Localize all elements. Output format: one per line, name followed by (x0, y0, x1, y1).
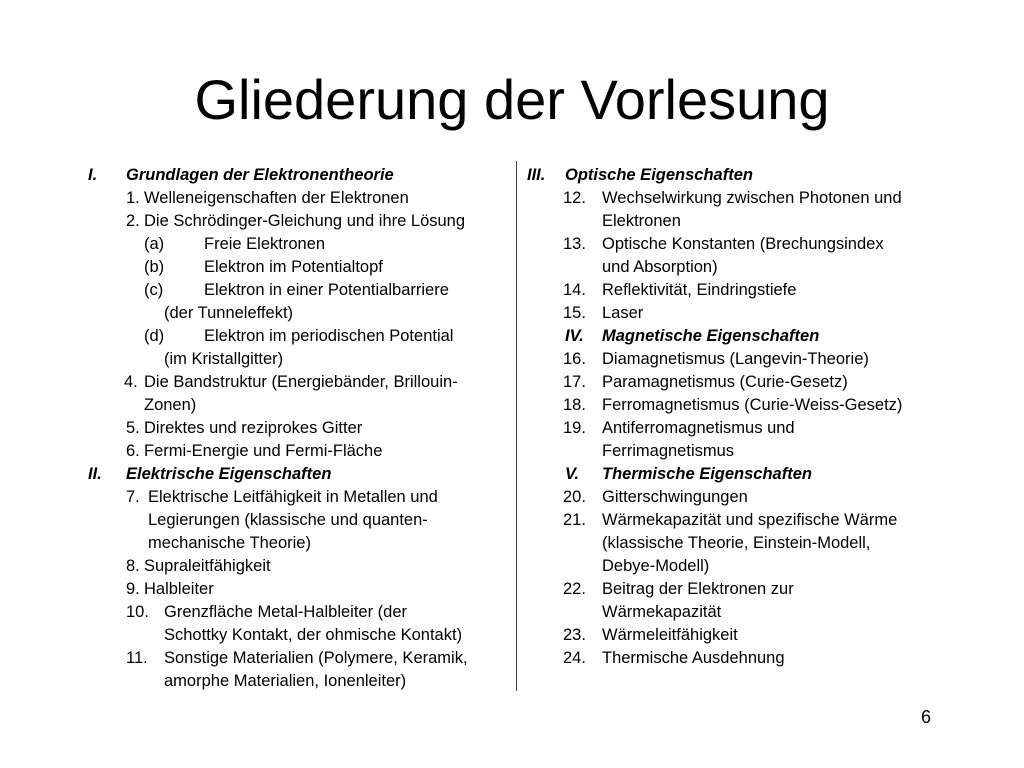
item-text: Supraleitfähigkeit (144, 557, 271, 575)
subitem-text: Elektron im Potentialtopf (204, 258, 383, 276)
item-continuation: Elektronen (602, 212, 681, 230)
item-text: Wechselwirkung zwischen Photonen und (602, 189, 902, 207)
item-number: 6. (126, 442, 140, 460)
item-text: Elektrische Leitfähigkeit in Metallen und (148, 488, 438, 506)
page-number: 6 (921, 707, 932, 727)
item-number: 11. (126, 649, 148, 667)
section-number: II. (88, 465, 102, 483)
subitem-continuation: (im Kristallgitter) (164, 350, 284, 368)
item-number: 9. (126, 580, 140, 598)
item-number: 22. (563, 580, 586, 598)
item-text: Diamagnetismus (Langevin-Theorie) (602, 350, 869, 368)
subitem-continuation: (der Tunneleffekt) (164, 304, 294, 322)
item-number: 4. (124, 373, 138, 391)
item-text: Gitterschwingungen (602, 488, 748, 506)
item-number: 14. (563, 281, 586, 299)
item-number: 16. (563, 350, 586, 368)
section-number: III. (527, 166, 546, 184)
column-divider (516, 161, 517, 691)
item-text: Welleneigenschaften der Elektronen (144, 189, 409, 207)
item-continuation: Debye-Modell) (602, 557, 710, 575)
section-heading: Elektrische Eigenschaften (126, 465, 332, 483)
item-continuation: Schottky Kontakt, der ohmische Kontakt) (164, 626, 463, 644)
item-text: Sonstige Materialien (Polymere, Keramik, (164, 649, 468, 667)
item-number: 24. (563, 649, 586, 667)
item-number: 21. (563, 511, 586, 529)
item-number: 17. (563, 373, 586, 391)
item-text: Halbleiter (144, 580, 214, 598)
item-number: 1. (126, 189, 140, 207)
subitem-text: Elektron in einer Potentialbarriere (204, 281, 449, 299)
item-text: Optische Konstanten (Brechungsindex (602, 235, 884, 253)
item-text: Laser (602, 304, 644, 322)
item-number: 10. (126, 603, 149, 621)
subitem-text: Freie Elektronen (204, 235, 326, 253)
item-number: 15. (563, 304, 586, 322)
item-text: Die Schrödinger-Gleichung und ihre Lösung (144, 212, 466, 230)
item-continuation: Legierungen (klassische und quanten- (148, 511, 428, 529)
item-text: Wärmeleitfähigkeit (602, 626, 738, 644)
item-number: 23. (563, 626, 586, 644)
item-number: 19. (563, 419, 586, 437)
item-continuation: Zonen) (144, 396, 197, 414)
item-text: Ferromagnetismus (Curie-Weiss-Gesetz) (602, 396, 903, 414)
item-number: 18. (563, 396, 586, 414)
item-text: Reflektivität, Eindringstiefe (602, 281, 797, 299)
item-number: 2. (126, 212, 140, 230)
subitem-label: (c) (144, 281, 164, 299)
subitem-label: (b) (144, 258, 165, 276)
item-number: 8. (126, 557, 140, 575)
section-number: V. (565, 465, 580, 483)
section-number: IV. (565, 327, 584, 345)
section-number: I. (88, 166, 98, 184)
item-number: 20. (563, 488, 586, 506)
item-continuation: (klassische Theorie, Einstein-Modell, (602, 534, 871, 552)
item-text: Die Bandstruktur (Energiebänder, Brillouin- (144, 373, 458, 391)
item-text: Wärmekapazität und spezifische Wärme (602, 511, 898, 529)
item-text: Paramagnetismus (Curie-Gesetz) (602, 373, 848, 391)
item-text: Direktes und reziprokes Gitter (144, 419, 363, 437)
item-text: Fermi-Energie und Fermi-Fläche (144, 442, 383, 460)
item-continuation: Ferrimagnetismus (602, 442, 735, 460)
subitem-label: (d) (144, 327, 165, 345)
item-number: 5. (126, 419, 140, 437)
item-continuation: Wärmekapazität (602, 603, 722, 621)
item-number: 12. (563, 189, 586, 207)
slide-title: Gliederung der Vorlesung (194, 68, 830, 131)
section-heading: Magnetische Eigenschaften (602, 327, 820, 345)
subitem-label: (a) (144, 235, 165, 253)
section-heading: Optische Eigenschaften (565, 166, 753, 184)
section-heading: Grundlagen der Elektronentheorie (126, 166, 394, 184)
section-heading: Thermische Eigenschaften (602, 465, 812, 483)
item-number: 7. (126, 488, 140, 506)
item-continuation: amorphe Materialien, Ionenleiter) (164, 672, 407, 690)
item-text: Beitrag der Elektronen zur (602, 580, 794, 598)
item-text: Antiferromagnetismus und (602, 419, 795, 437)
item-text: Grenzfläche Metal-Halbleiter (der (164, 603, 408, 621)
subitem-text: Elektron im periodischen Potential (204, 327, 454, 345)
item-text: Thermische Ausdehnung (602, 649, 785, 667)
item-continuation: mechanische Theorie) (148, 534, 311, 552)
item-continuation: und Absorption) (602, 258, 718, 276)
item-number: 13. (563, 235, 586, 253)
